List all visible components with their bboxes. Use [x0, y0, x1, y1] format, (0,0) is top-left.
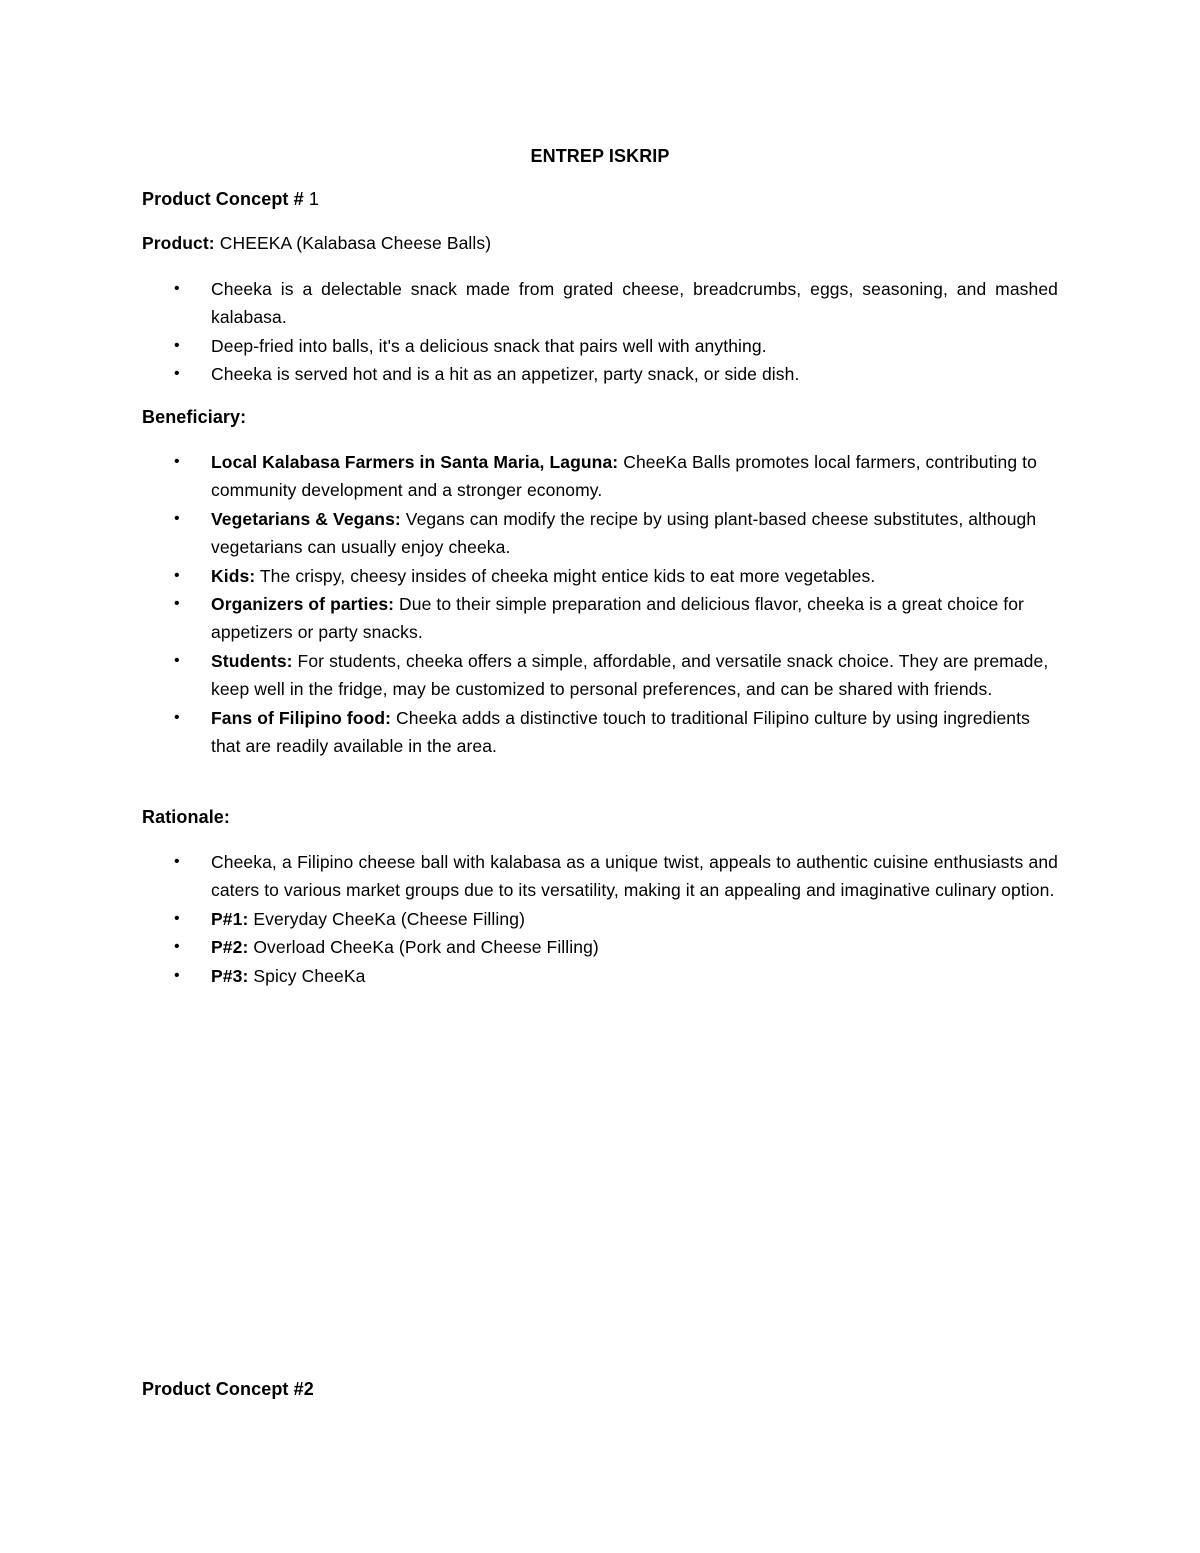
beneficiary-text: Cheeka adds a distinctive touch to traditional Filipino culture by using ingredients that are readily available in the area.	[211, 707, 1030, 757]
rationale-text: Overload CheeKa (Pork and Cheese Filling)	[248, 937, 599, 958]
beneficiary-label: Fans of Filipino food:	[211, 707, 392, 728]
beneficiary-heading	[142, 405, 246, 429]
beneficiary-label: Organizers of parties:	[211, 594, 395, 615]
bullet-icon: •	[174, 938, 180, 956]
rationale-text: Everyday CheeKa (Cheese Filling)	[248, 908, 525, 929]
beneficiary-label: Kids:	[211, 565, 256, 586]
beneficiary-list	[172, 448, 1058, 760]
list-item	[172, 360, 1058, 388]
bullet-icon: •	[174, 509, 180, 527]
description-text: Cheeka is a delectable snack made from grated cheese, breadcrumbs, eggs, seasoning, and mashed kalabasa.	[211, 279, 1058, 328]
list-item	[172, 448, 1058, 505]
rationale-heading-label: Rationale:	[142, 807, 231, 827]
concept2-heading-label: Product Concept #2	[142, 1379, 314, 1399]
beneficiary-label: Students:	[211, 650, 293, 671]
beneficiary-heading-label: Beneficiary:	[142, 407, 247, 427]
beneficiary-text: For students, cheeka offers a simple, affordable, and versatile snack choice. They are premade, keep well in the fridge, may be customized to personal preferences, and can be shared with friends.	[211, 650, 1049, 700]
rationale-heading	[142, 805, 230, 829]
list-item	[172, 962, 1058, 990]
list-item	[172, 848, 1058, 905]
bullet-icon: •	[174, 280, 180, 297]
product-value: CHEEKA (Kalabasa Cheese Balls)	[214, 233, 492, 253]
bullet-icon: •	[174, 453, 180, 470]
product-label: Product:	[142, 233, 215, 253]
beneficiary-text: CheeKa Balls promotes local farmers, contributing to community development and a stronger economy.	[211, 452, 1037, 501]
bullet-icon: •	[174, 853, 180, 870]
bullet-icon: •	[174, 909, 180, 927]
bullet-icon: •	[174, 595, 180, 613]
list-item	[172, 933, 1058, 961]
list-item	[172, 505, 1058, 562]
bullet-icon: •	[174, 966, 180, 984]
rationale-list	[172, 848, 1058, 990]
rationale-text: Cheeka, a Filipino cheese ball with kalabasa as a unique twist, appeals to authentic cuisine enthusiasts and caters to various market groups due to its versatility, making it an appealing and imaginative culinary option.	[211, 852, 1058, 901]
product-line	[142, 231, 491, 255]
rationale-label: P#3:	[211, 965, 249, 986]
description-list	[172, 275, 1058, 389]
rationale-label: P#2:	[211, 937, 249, 958]
concept1-heading-number: 1	[303, 189, 319, 209]
bullet-icon: •	[174, 651, 180, 669]
bullet-icon: •	[174, 708, 180, 726]
bullet-icon: •	[174, 365, 180, 383]
beneficiary-text: Vegans can modify the recipe by using plant-based cheese substitutes, although vegetarians can usually enjoy cheeka.	[211, 508, 1037, 558]
rationale-text: Spicy CheeKa	[248, 965, 366, 986]
rationale-label: P#1:	[211, 908, 249, 929]
bullet-icon: •	[174, 336, 180, 354]
beneficiary-text: The crispy, cheesy insides of cheeka might entice kids to eat more vegetables.	[255, 565, 876, 586]
beneficiary-label: Vegetarians & Vegans:	[211, 508, 401, 529]
beneficiary-label: Local Kalabasa Farmers in Santa Maria, Laguna:	[211, 452, 619, 472]
page-title: ENTREP ISKRIP	[530, 146, 670, 166]
list-item	[172, 332, 1058, 360]
list-item	[172, 647, 1058, 704]
concept1-heading-label: Product Concept #	[142, 189, 304, 209]
description-text: Cheeka is served hot and is a hit as an appetizer, party snack, or side dish.	[211, 364, 800, 385]
list-item	[172, 905, 1058, 933]
bullet-icon: •	[174, 566, 180, 584]
beneficiary-text: Due to their simple preparation and delicious flavor, cheeka is a great choice for appetizers or party snacks.	[211, 594, 1024, 643]
list-item	[172, 590, 1058, 647]
concept1-heading	[142, 187, 319, 211]
list-item	[172, 275, 1058, 332]
concept2-heading	[142, 1377, 314, 1401]
description-text: Deep-fried into balls, it's a delicious snack that pairs well with anything.	[211, 335, 767, 356]
list-item	[172, 704, 1058, 761]
list-item	[172, 562, 1058, 590]
